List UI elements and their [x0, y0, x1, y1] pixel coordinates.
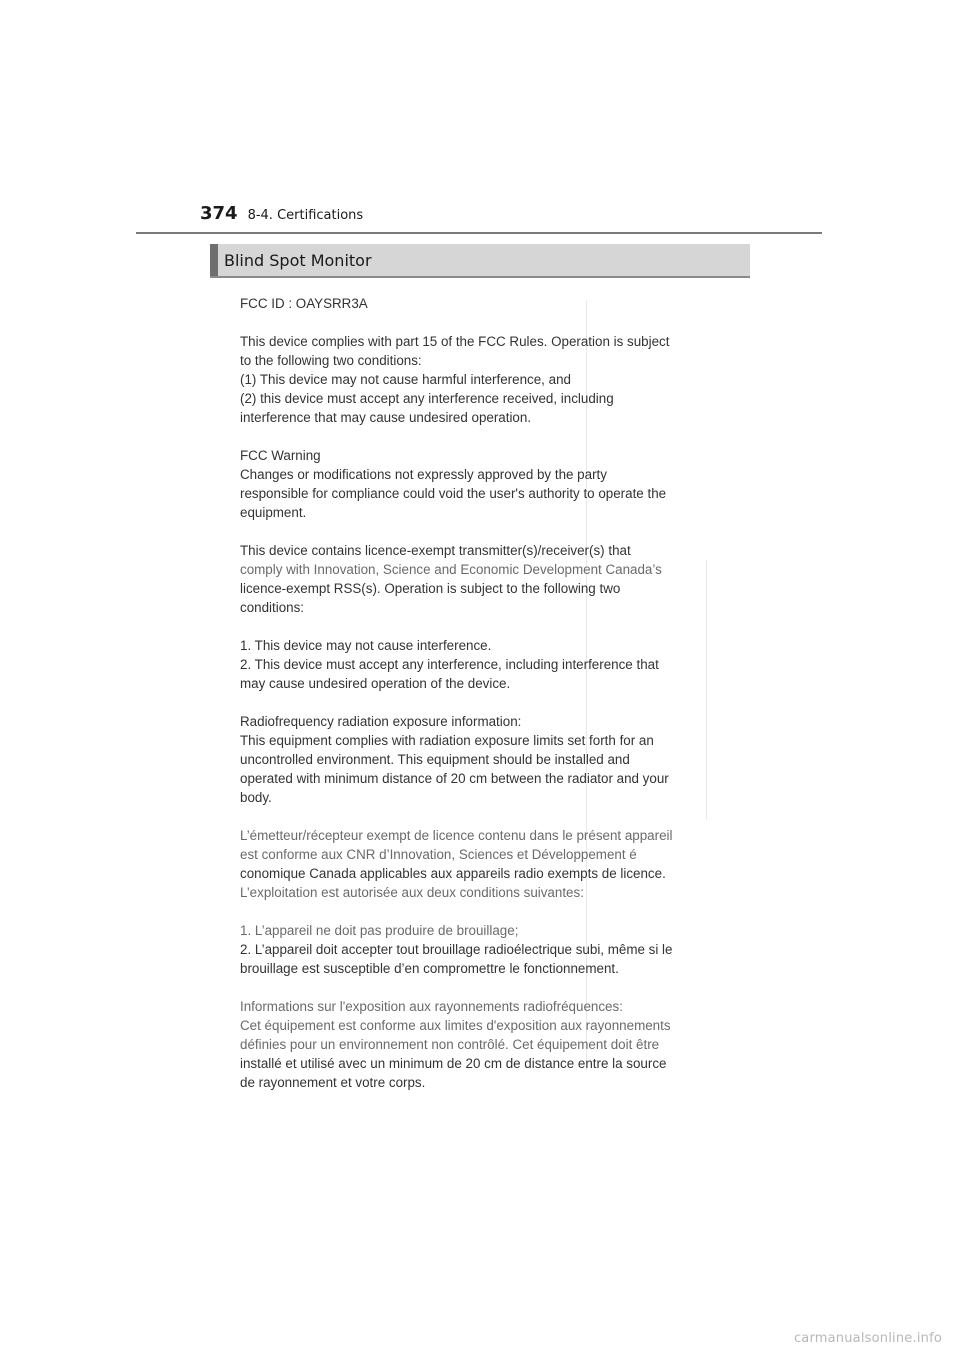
ised-line: This device contains licence-exempt transmitter(s)/receiver(s) that	[240, 543, 631, 558]
fr-rf-exposure-line: installé et utilisé avec un minimum de 20 cm de distance entre la source	[240, 1056, 667, 1071]
certification-text	[240, 294, 740, 1092]
ised-line: licence-exempt RSS(s). Operation is subject to the following two	[240, 581, 621, 596]
section-title-bar	[210, 244, 750, 278]
fcc-warning-line: Changes or modifications not expressly approved by the party	[240, 467, 607, 482]
fcc-compliance-line: to the following two conditions:	[240, 353, 422, 368]
fr-statement-line: L’exploitation est autorisée aux deux conditions suivantes:	[240, 885, 584, 900]
title-accent	[210, 244, 218, 276]
fcc-compliance-line: This device complies with part 15 of the FCC Rules. Operation is subject	[240, 334, 670, 349]
fr-rf-exposure-line: de rayonnement et votre corps.	[240, 1075, 426, 1090]
watermark: carmanualsonline.info	[793, 1331, 942, 1346]
fcc-compliance-line: interference that may cause undesired operation.	[240, 410, 532, 425]
header-divider	[136, 232, 822, 234]
fcc-compliance-line: (1) This device may not cause harmful interference, and	[240, 372, 571, 387]
ised-condition: 1. This device may not cause interference.	[240, 638, 492, 653]
rf-exposure-line: uncontrolled environment. This equipment should be installed and	[240, 752, 630, 767]
fcc-warning-line: responsible for compliance could void the user's authority to operate the	[240, 486, 667, 501]
rf-exposure-line: body.	[240, 790, 272, 805]
rf-exposure-line: This equipment complies with radiation exposure limits set forth for an	[240, 733, 654, 748]
section-title: Blind Spot Monitor	[224, 251, 372, 270]
fr-condition: brouillage est susceptible d’en compromettre le fonctionnement.	[240, 961, 619, 976]
fr-condition: 1. L’appareil ne doit pas produire de brouillage;	[240, 923, 519, 938]
fcc-compliance-line: (2) this device must accept any interference received, including	[240, 391, 614, 406]
page-number: 374	[200, 203, 238, 224]
ised-condition: may cause undesired operation of the device.	[240, 676, 511, 691]
ised-line: comply with Innovation, Science and Economic Development Canada’s	[240, 562, 662, 577]
fr-condition: 2. L’appareil doit accepter tout brouillage radioélectrique subi, même si le	[240, 942, 673, 957]
section-label: 8-4. Certifications	[247, 208, 364, 223]
fr-rf-exposure-line: définies pour un environnement non contrôlé. Cet équipement doit être	[240, 1037, 660, 1052]
fr-statement-line: est conforme aux CNR d’Innovation, Sciences et Développement é	[240, 847, 637, 862]
page-header	[200, 203, 363, 224]
fcc-warning-line: equipment.	[240, 505, 307, 520]
rf-exposure-line: operated with minimum distance of 20 cm between the radiator and your	[240, 771, 669, 786]
ised-line: conditions:	[240, 600, 305, 615]
fcc-warning-heading: FCC Warning	[240, 448, 321, 463]
fr-rf-exposure-line: Cet équipement est conforme aux limites d'exposition aux rayonnements	[240, 1018, 671, 1033]
fcc-id: FCC ID : OAYSRR3A	[240, 296, 368, 311]
fr-rf-exposure-heading: Informations sur l'exposition aux rayonnements radiofréquences:	[240, 999, 623, 1014]
rf-exposure-heading: Radiofrequency radiation exposure information:	[240, 714, 522, 729]
ised-condition: 2. This device must accept any interference, including interference that	[240, 657, 659, 672]
fr-statement-line: L’émetteur/récepteur exempt de licence contenu dans le présent appareil	[240, 828, 673, 843]
fr-statement-line: conomique Canada applicables aux appareils radio exempts de licence.	[240, 866, 666, 881]
